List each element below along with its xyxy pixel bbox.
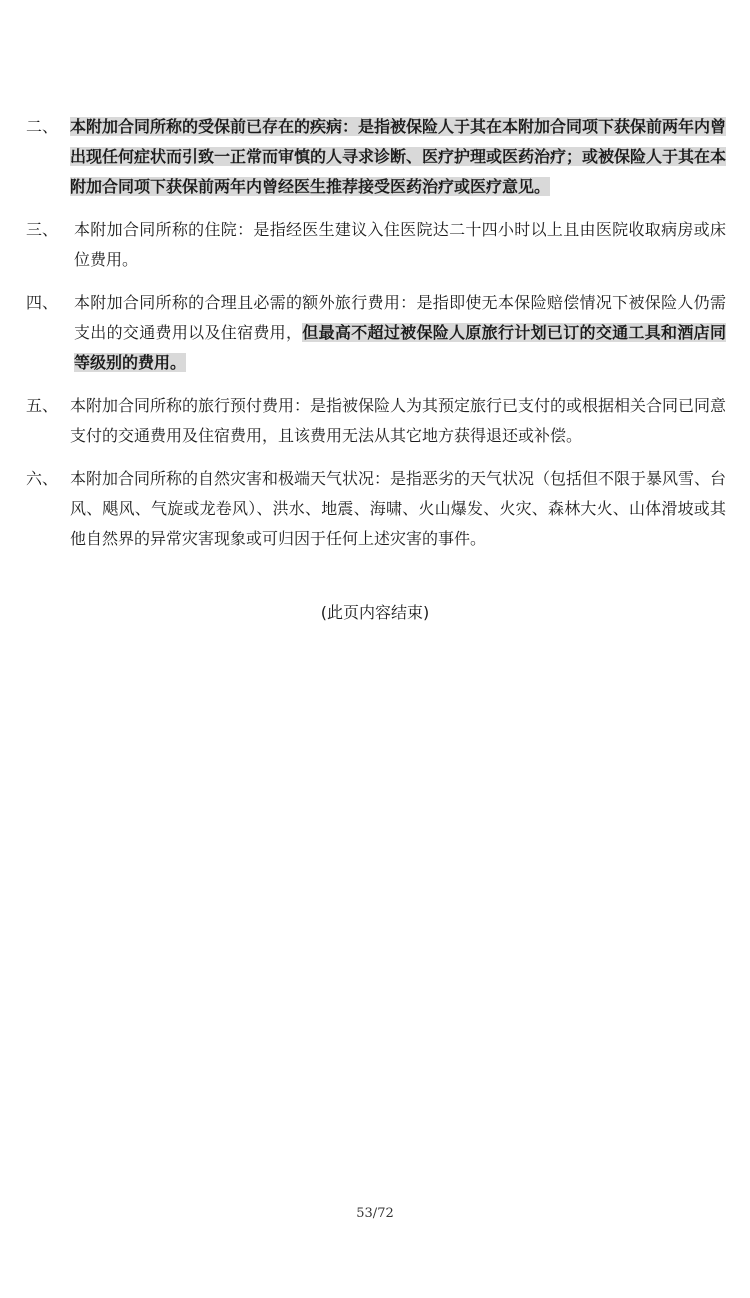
clause-text: 本附加合同所称的住院：是指经医生建议入住医院达二十四小时以上且由医院收取病房或床位费用。 (74, 220, 726, 269)
clause-number: 六、 (26, 469, 59, 488)
clause-2 (26, 112, 726, 202)
clause-number: 四、 (26, 293, 59, 312)
clause-list (26, 112, 726, 567)
clause-plain-text: 本附加合同所称的合理且必需的额外旅行费用：是指即使无本保险赔偿情况下被保险人仍需支出的交通费用以及住宿费用， (74, 293, 726, 342)
highlighted-text: 本附加合同所称的受保前已存在的疾病：是指被保险人于其在本附加合同项下获保前两年内曾出现任何症状而引致一正常而审慎的人寻求诊断、医疗护理或医药治疗；或被保险人于其在本附加合同项下获保前两年内曾经医生推荐接受医药治疗或医疗意见。 (70, 117, 727, 196)
clause-number: 五、 (26, 396, 59, 415)
clause-4 (26, 288, 726, 378)
clause-5 (26, 391, 726, 451)
page-number: 53/72 (356, 1206, 394, 1221)
clause-text: 本附加合同所称的自然灾害和极端天气状况：是指恶劣的天气状况（包括但不限于暴风雪、台风、飓风、气旋或龙卷风）、洪水、地震、海啸、火山爆发、火灾、森林大火、山体滑坡或其他自然界的异常灾害现象或可归因于任何上述灾害的事件。 (70, 469, 727, 548)
clause-3 (26, 215, 726, 275)
clause-6 (26, 464, 726, 554)
clause-text: 本附加合同所称的旅行预付费用：是指被保险人为其预定旅行已支付的或根据相关合同已同意支付的交通费用及住宿费用，且该费用无法从其它地方获得退还或补偿。 (70, 396, 727, 445)
clause-text (70, 112, 726, 202)
clause-number: 三、 (26, 220, 59, 239)
end-of-page-note: (此页内容结束) (320, 603, 430, 622)
clause-text (70, 288, 726, 378)
highlighted-text: 但最高不超过被保险人原旅行计划已订的交通工具和酒店同等级别的费用。 (74, 323, 726, 372)
clause-number: 二、 (26, 117, 59, 136)
